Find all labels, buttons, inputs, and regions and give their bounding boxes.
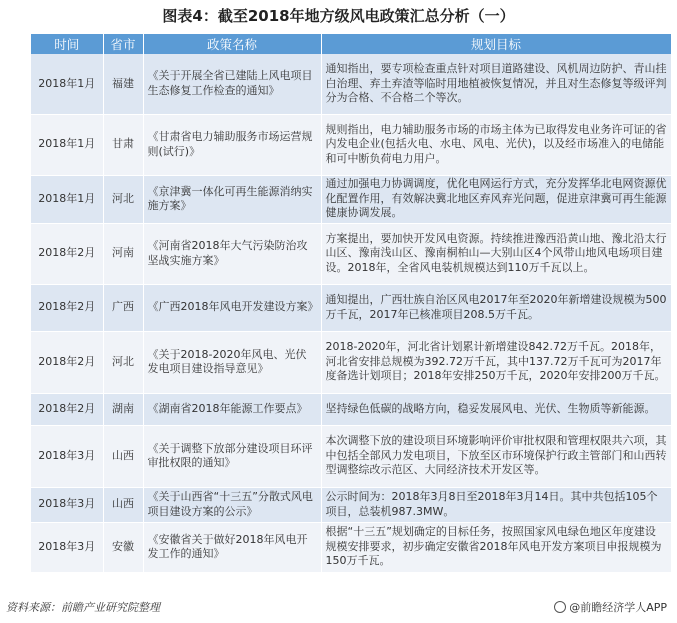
cell-time: 2018年3月 [31,522,103,572]
cell-time: 2018年2月 [31,393,103,425]
table-row [31,522,671,572]
source-note: 资料来源：前瞻产业研究院整理 [6,601,160,614]
cell-policy-name: 《关于山西省“十三五”分散式风电项目建设方案的公示》 [143,487,321,522]
page-title: 图表4：截至2018年地方级风电政策汇总分析（一） [162,7,515,25]
cell-province: 山西 [103,425,143,487]
cell-province: 福建 [103,54,143,114]
brand-credit [554,598,667,618]
cell-planning-goal: 公示时间为：2018年3月8日至2018年3月14日。其中共包括105个项目，总装机987.3MW。 [321,487,671,522]
column-header-time: 时间 [31,34,103,54]
cell-time: 2018年2月 [31,223,103,284]
cell-province: 山西 [103,487,143,522]
cell-policy-name: 《湖南省2018年能源工作要点》 [143,393,321,425]
table-header-row [31,34,671,54]
cell-policy-name: 《安徽省关于做好2018年风电开发工作的通知》 [143,522,321,572]
table-row [31,114,671,175]
cell-planning-goal: 坚持绿色低碳的战略方向，稳妥发展风电、光伏、生物质等新能源。 [321,393,671,425]
cell-policy-name: 《京津冀一体化可再生能源消纳实施方案》 [143,175,321,223]
table-row [31,393,671,425]
cell-policy-name: 《甘肃省电力辅助服务市场运营规则(试行)》 [143,114,321,175]
cell-province: 广西 [103,284,143,331]
cell-policy-name: 《关于调整下放部分建设项目环评审批权限的通知》 [143,425,321,487]
table-row [31,331,671,393]
column-header-planning-goal: 规划目标 [321,34,671,54]
cell-time: 2018年1月 [31,114,103,175]
cell-policy-name: 《关于开展全省已建陆上风电项目生态修复工作检查的通知》 [143,54,321,114]
table-row [31,223,671,284]
table-row [31,284,671,331]
brand-logo-icon [554,601,566,613]
column-header-policy-name: 政策名称 [143,34,321,54]
cell-time: 2018年2月 [31,331,103,393]
cell-province: 甘肃 [103,114,143,175]
cell-policy-name: 《广西2018年风电开发建设方案》 [143,284,321,331]
cell-time: 2018年1月 [31,54,103,114]
cell-province: 安徽 [103,522,143,572]
table-row [31,425,671,487]
cell-planning-goal: 根据“十三五”规划确定的目标任务，按照国家风电绿色地区年度建设规模安排要求，初步确定安徽省2018年风电开发方案项目申报规模为150万千瓦。 [321,522,671,572]
cell-policy-name: 《关于2018-2020年风电、光伏发电项目建设指导意见》 [143,331,321,393]
table-row [31,54,671,114]
cell-planning-goal: 本次调整下放的建设项目环境影响评价审批权限和管理权限共六项，其中包括全部风力发电项目，下放至区市环境保护行政主管部门和山西转型调整综改示范区、大同经济技术开发区等。 [321,425,671,487]
cell-time: 2018年3月 [31,487,103,522]
cell-planning-goal: 通过加强电力协调调度，优化电网运行方式，充分发挥华北电网资源优化配置作用，有效解决冀北地区弃风弃光问题，促进京津冀可再生能源健康协调发展。 [321,175,671,223]
cell-time: 2018年2月 [31,284,103,331]
cell-planning-goal: 通知提出，广西壮族自治区风电2017年至2020年新增建设规模为500万千瓦，2017年已核准项目208.5万千瓦。 [321,284,671,331]
cell-planning-goal: 通知指出，要专项检查重点针对项目道路建设、风机周边防护、青山挂白治理、弃土弃渣等临时用地植被恢复情况，并且对生态修复等级评判分为合格、不合格二个等次。 [321,54,671,114]
cell-province: 河南 [103,223,143,284]
cell-province: 河北 [103,175,143,223]
cell-time: 2018年3月 [31,425,103,487]
cell-planning-goal: 方案提出，要加快开发风电资源。持续推进豫西沿黄山地、豫北沿太行山区、豫南浅山区、豫南桐柏山—大别山区4个风带山地风电场项目建设。2018年，全省风电装机规模达到110万千瓦以上。 [321,223,671,284]
cell-province: 湖南 [103,393,143,425]
table-row [31,487,671,522]
cell-time: 2018年1月 [31,175,103,223]
column-header-province: 省市 [103,34,143,54]
table-row [31,175,671,223]
cell-province: 河北 [103,331,143,393]
cell-planning-goal: 规则指出，电力辅助服务市场的市场主体为已取得发电业务许可证的省内发电企业(包括火电、水电、风电、光伏)，以及经市场准入的电储能和可中断负荷电力用户。 [321,114,671,175]
policy-table [31,34,672,573]
cell-policy-name: 《河南省2018年大气污染防治攻坚战实施方案》 [143,223,321,284]
cell-planning-goal: 2018-2020年，河北省计划累计新增建设842.72万千瓦。2018年，河北省安排总规模为392.72万千瓦，其中137.72万千瓦可为2017年度备选计划项目；2018年安排250万千瓦，2020年安排200万千瓦。 [321,331,671,393]
brand-label: @前瞻经济学人APP [569,601,667,614]
footer [0,598,677,618]
